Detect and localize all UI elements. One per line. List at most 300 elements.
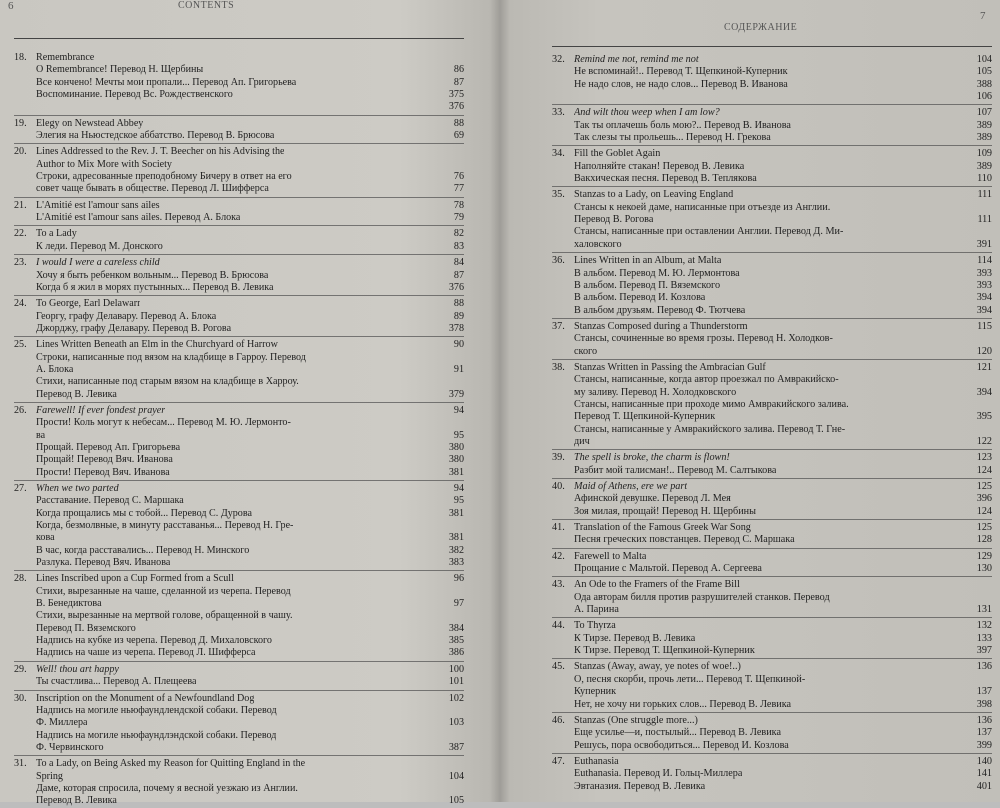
entry-page-number (970, 579, 992, 591)
entry-title: Даме, которая спросила, почему я весной уезжаю из Англии. (36, 782, 298, 794)
entry-title: Stanzas (Away, away, ye notes of woe!..) (574, 661, 741, 673)
entry-line (36, 64, 464, 76)
entry-title: Перевод П. Вяземского (36, 622, 136, 634)
entry-separator (14, 570, 464, 571)
entry-title: В альбом друзьям. Перевод Ф. Тютчева (574, 304, 746, 316)
entry-line (574, 333, 992, 345)
entry-title: Стансы, написанные, когда автор проезжал по Амвракийско- (574, 374, 839, 386)
entry-title: Расставание. Перевод С. Маршака (36, 495, 184, 507)
entry-separator (552, 359, 992, 360)
entry-line (36, 352, 464, 364)
entry-title: Надпись на чаше из черепа. Перевод Л. Шифферса (36, 647, 256, 659)
entry-title: Lines Inscribed upon a Cup Formed from a Scull (36, 573, 234, 585)
entry-page-number: 378 (448, 322, 464, 334)
entry-page-number (970, 424, 992, 436)
entry-line (574, 481, 992, 493)
entry-title: Куперник (574, 686, 617, 698)
entry-line (36, 771, 464, 783)
entry-page-number: 397 (976, 645, 992, 657)
entry-page-number: 394 (976, 292, 992, 304)
entry-line (574, 436, 992, 448)
entry-number: 42. (552, 550, 565, 562)
entry-page-number: 91 (453, 363, 464, 375)
entry-line (36, 159, 464, 171)
entry-page-number: 111 (977, 214, 992, 226)
entry-title: Так ты оплачешь боль мою?.. Перевод В. Иванова (574, 119, 791, 131)
entry-page-number: 379 (448, 388, 464, 400)
entry-page-number (442, 610, 464, 622)
entry-page-number: 398 (976, 698, 992, 710)
entry-title: Перевод В. Левика (36, 388, 117, 400)
entry-line (574, 161, 992, 173)
contents-entry (14, 758, 464, 807)
entry-line (574, 604, 992, 616)
entry-page-number: 114 (977, 255, 992, 267)
left-running-head: CONTENTS (178, 0, 235, 11)
contents-entry (14, 573, 464, 659)
entry-line (574, 563, 992, 575)
entry-page-number: 78 (453, 199, 464, 211)
entry-separator (552, 449, 992, 450)
entry-title: Spring (36, 770, 63, 782)
entry-title: Надпись на могиле ньюфаундлэндской собаки. Перевод (36, 729, 277, 741)
entry-page-number: 110 (977, 173, 992, 185)
entry-page-number: 102 (448, 692, 464, 704)
entry-separator (552, 318, 992, 319)
entry-title: Ф. Червинского (36, 741, 104, 753)
contents-entry (14, 483, 464, 569)
entry-page-number: 79 (453, 212, 464, 224)
entry-line (36, 586, 464, 598)
entry-line (36, 705, 464, 717)
entry-line (574, 399, 992, 411)
entry-page-number (442, 783, 464, 795)
contents-entry (14, 146, 464, 195)
entry-title: Так слезы ты прольешь... Перевод Н. Грекова (574, 132, 771, 144)
entry-page-number: 137 (976, 727, 992, 739)
entry-line (36, 228, 464, 240)
entry-line (574, 132, 992, 144)
entry-line (36, 200, 464, 212)
entry-line (36, 647, 464, 659)
entry-line (36, 520, 464, 532)
entry-number: 38. (552, 361, 565, 373)
entry-title: Стансы, написанные у Амвракийского залива. Перевод Т. Гне- (574, 423, 846, 435)
entry-number: 44. (552, 620, 565, 632)
entry-line (574, 579, 992, 591)
entry-title: Author to Mix More with Society (36, 158, 172, 170)
entry-page-number: 103 (448, 717, 464, 729)
entry-title: The spell is broke, the charm is flown! (574, 452, 730, 464)
contents-entry (552, 620, 992, 657)
entry-separator (14, 661, 464, 662)
entry-page-number: 376 (448, 281, 464, 293)
contents-entry (552, 54, 992, 103)
entry-line (574, 239, 992, 251)
entry-line (574, 699, 992, 711)
entry-page-number: 83 (453, 240, 464, 252)
entry-line (574, 292, 992, 304)
entry-title: Прощай. Перевод Ап. Григорьева (36, 441, 181, 453)
entry-line (36, 730, 464, 742)
left-page-number: 6 (8, 0, 14, 12)
entry-line (574, 173, 992, 185)
entry-page-number: 394 (976, 386, 992, 398)
entry-title: To Thyrza (574, 620, 616, 632)
entry-title: В альбом. Перевод И. Козлова (574, 292, 706, 304)
entry-number: 26. (14, 404, 27, 416)
entry-separator (14, 336, 464, 337)
entry-line (574, 79, 992, 91)
entry-title: Афинской девушке. Перевод Л. Мея (574, 493, 731, 505)
entry-page-number (970, 333, 992, 345)
entry-line (36, 495, 464, 507)
entry-line (36, 212, 464, 224)
entry-line (574, 506, 992, 518)
entry-page-number: 90 (453, 339, 464, 351)
entry-page-number (442, 705, 464, 717)
entry-title: Разлука. Перевод Вяч. Иванова (36, 557, 171, 569)
entry-page-number: 95 (453, 495, 464, 507)
entry-number: 19. (14, 117, 27, 129)
contents-entry (552, 551, 992, 576)
entry-title: Строки, адресованные преподобному Бичеру в ответ на его (36, 171, 292, 183)
entry-line (36, 664, 464, 676)
entry-number: 22. (14, 228, 27, 240)
entry-number: 47. (552, 755, 565, 767)
entry-page-number: 111 (977, 189, 992, 201)
entry-separator (552, 617, 992, 618)
contents-entry (14, 298, 464, 335)
contents-entry (552, 148, 992, 185)
entry-separator (552, 519, 992, 520)
entry-line (574, 781, 992, 793)
entry-page-number (970, 592, 992, 604)
entry-line (36, 339, 464, 351)
right-page (502, 0, 1000, 802)
entry-title: Stanzas (One struggle more...) (574, 714, 698, 726)
entry-page-number: 389 (976, 119, 992, 131)
entry-title: Песня греческих повстанцев. Перевод С. Маршака (574, 534, 795, 546)
entry-separator (552, 712, 992, 713)
entry-line (574, 661, 992, 673)
entry-page-number: 82 (453, 228, 464, 240)
entry-title: Не надо слов, не надо слов... Перевод В. Иванова (574, 78, 788, 90)
entry-line (574, 727, 992, 739)
entry-number: 34. (552, 148, 565, 160)
entry-title: Translation of the Famous Greek War Song (574, 522, 751, 534)
entry-separator (552, 753, 992, 754)
entry-title: Наполняйте стакан! Перевод В. Левика (574, 160, 745, 172)
entry-line (36, 89, 464, 101)
entry-page-number: 383 (448, 557, 464, 569)
entry-number: 40. (552, 481, 565, 492)
entry-page-number: 376 (448, 101, 464, 113)
entry-page-number: 94 (453, 483, 464, 494)
entry-line (574, 493, 992, 505)
entry-page-number (442, 586, 464, 598)
contents-entry (552, 452, 992, 477)
contents-entry (14, 228, 464, 253)
entry-title: Euthanasia. Перевод И. Гольц-Миллера (574, 768, 743, 780)
entry-line (574, 620, 992, 632)
entry-page-number: 131 (976, 604, 992, 616)
entry-page-number (442, 730, 464, 742)
entry-page-number: 384 (448, 622, 464, 634)
entry-number: 36. (552, 255, 565, 267)
entry-line (574, 522, 992, 534)
entry-title: To a Lady (36, 228, 77, 240)
entry-title: О, песня скорби, прочь лети... Перевод Т. Щепкиной- (574, 673, 806, 685)
entry-title: Хочу я быть ребенком вольным... Перевод В. Брюсова (36, 269, 269, 281)
entry-page-number: 94 (453, 404, 464, 416)
entry-line (574, 756, 992, 768)
entry-line (574, 255, 992, 267)
contents-entry (552, 522, 992, 547)
entry-title: Перевод Т. Щепкиной-Куперник (574, 411, 716, 423)
entry-number: 25. (14, 339, 27, 351)
entry-page-number: 389 (976, 132, 992, 144)
entry-title: Не вспоминай!.. Перевод Т. Щепкиной-Куперник (574, 66, 788, 78)
entry-line (36, 758, 464, 770)
entry-title: Farewell! If ever fondest prayer (36, 404, 166, 416)
entry-line (36, 610, 464, 622)
entry-line (574, 411, 992, 423)
contents-entry (552, 715, 992, 752)
entry-page-number: 84 (453, 257, 464, 269)
entry-page-number (442, 159, 464, 171)
entry-page-number: 386 (448, 647, 464, 659)
right-page-number: 7 (980, 10, 986, 22)
entry-page-number: 123 (976, 452, 992, 464)
entry-number: 31. (14, 758, 27, 770)
entry-line (574, 214, 992, 226)
entry-line (36, 323, 464, 335)
entry-line (36, 257, 464, 269)
entry-title: Зоя милая, прощай! Перевод Н. Щербины (574, 505, 756, 517)
entry-separator (14, 402, 464, 403)
entry-page-number: 393 (976, 267, 992, 279)
entry-page-number: 104 (448, 770, 464, 782)
entry-line (574, 592, 992, 604)
entry-page-number: 100 (448, 663, 464, 675)
entry-line (574, 91, 992, 103)
contents-entry (14, 693, 464, 755)
entry-title: Джорджу, графу Делавару. Перевод В. Рогова (36, 322, 232, 334)
entry-page-number: 380 (448, 454, 464, 466)
entry-line (36, 442, 464, 454)
entry-line (574, 120, 992, 132)
entry-page-number (442, 417, 464, 429)
entry-title: Euthanasia (574, 755, 619, 767)
entry-page-number: 129 (976, 550, 992, 562)
entry-page-number: 389 (976, 160, 992, 172)
entry-line (574, 362, 992, 374)
entry-page-number: 86 (453, 64, 464, 76)
entry-line (574, 387, 992, 399)
entry-line (36, 795, 464, 807)
entry-page-number: 130 (976, 563, 992, 575)
entry-page-number: 375 (448, 89, 464, 101)
entry-page-number: 393 (976, 279, 992, 291)
entry-page-number: 106 (976, 91, 992, 103)
entry-page-number (442, 376, 464, 388)
contents-entry (14, 339, 464, 401)
entry-line (574, 321, 992, 333)
contents-entry (552, 661, 992, 710)
entry-title: I would I were a careless child (36, 257, 160, 269)
left-page (0, 0, 498, 807)
entry-title: В альбом. Перевод М. Ю. Лермонтова (574, 267, 740, 279)
entry-separator (552, 658, 992, 659)
contents-entry (552, 107, 992, 144)
entry-title: Стансы к некоей даме, написанные при отъезде из Англии. (574, 201, 831, 213)
contents-entry (14, 52, 464, 114)
contents-entry (552, 321, 992, 358)
entry-number: 18. (14, 52, 27, 63)
entry-number: 41. (552, 522, 565, 534)
entry-line (574, 424, 992, 436)
entry-page-number: 395 (976, 411, 992, 423)
entry-separator (14, 690, 464, 691)
entry-title: Надпись на могиле ньюфаундлендской собаки. Перевод (36, 704, 277, 716)
entry-page-number: 96 (453, 573, 464, 585)
entry-title: To George, Earl Delawarr (36, 298, 141, 310)
entry-page-number (442, 520, 464, 532)
entry-title: Lines Written in an Album, at Malta (574, 255, 722, 267)
entry-title: Ода авторам билля против разрушителей станков. Перевод (574, 591, 830, 603)
entry-line (36, 467, 464, 479)
entry-line (36, 77, 464, 89)
entry-number: 24. (14, 298, 27, 310)
entry-line (574, 189, 992, 201)
entry-line (36, 101, 464, 113)
contents-entry (552, 362, 992, 448)
entry-title: Well! thou art happy (36, 663, 119, 675)
entry-title: В альбом. Перевод П. Вяземского (574, 279, 721, 291)
contents-entry (552, 255, 992, 317)
entry-title: When we two parted (36, 483, 119, 494)
entry-title: Перевод В. Левика (36, 795, 117, 807)
entry-line (36, 405, 464, 417)
entry-page-number (442, 146, 464, 158)
entry-line (36, 417, 464, 429)
entry-title: Когда прощались мы с тобой... Перевод С. Дурова (36, 507, 252, 519)
entry-separator (14, 254, 464, 255)
entry-title: халовского (574, 238, 622, 250)
entry-page-number: 401 (976, 780, 992, 792)
entry-line (36, 311, 464, 323)
entry-title: Стихи, вырезанные на мертвой голове, обращенной в чашу. (36, 610, 293, 622)
entry-title: And wilt thou weep when I am low? (574, 107, 720, 119)
right-contents-column (552, 54, 992, 793)
entry-title: Прощание с Мальтой. Перевод А. Сергеева (574, 563, 762, 575)
entry-page-number: 104 (976, 54, 992, 65)
contents-entry (552, 756, 992, 793)
entry-separator (552, 548, 992, 549)
entry-line (36, 635, 464, 647)
entry-title: Решусь, пора освободиться... Перевод И. Козлова (574, 739, 789, 751)
entry-title: ского (574, 345, 598, 357)
entry-separator (14, 755, 464, 756)
entry-number: 29. (14, 663, 27, 675)
entry-title: К Тирзе. Перевод Т. Щепкиной-Куперник (574, 645, 755, 657)
entry-title: Воспоминание. Перевод Вс. Рождественского (36, 89, 233, 101)
entry-line (574, 280, 992, 292)
entry-title: Stanzas Composed during a Thunderstorm (574, 320, 748, 332)
entry-line (574, 305, 992, 317)
entry-line (574, 465, 992, 477)
entry-title: An Ode to the Framers of the Frame Bill (574, 579, 740, 591)
entry-line (36, 376, 464, 388)
entry-line (36, 282, 464, 294)
entry-number: 33. (552, 107, 565, 119)
entry-line (36, 532, 464, 544)
entry-page-number: 97 (453, 598, 464, 610)
entry-title: Fill the Goblet Again (574, 148, 661, 160)
left-top-rule (14, 38, 464, 39)
entry-title: Эвтаназия. Перевод В. Левика (574, 780, 706, 792)
entry-line (36, 183, 464, 195)
entry-line (574, 54, 992, 66)
entry-title: Нет, не хочу ни горьких слов... Перевод В. Левика (574, 698, 792, 710)
entry-line (36, 557, 464, 569)
entry-page-number: 140 (976, 755, 992, 767)
entry-line (574, 534, 992, 546)
entry-title: Elegy on Newstead Abbey (36, 117, 144, 129)
entry-title: Stanzas Written in Passing the Ambracian Gulf (574, 361, 766, 373)
entry-page-number: 121 (976, 361, 992, 373)
entry-page-number: 394 (976, 304, 992, 316)
entry-title: Когда б я жил в морях пустынных... Перевод В. Левика (36, 281, 274, 293)
entry-number: 23. (14, 257, 27, 269)
entry-page-number: 125 (976, 481, 992, 492)
entry-page-number: 388 (976, 78, 992, 90)
entry-page-number: 95 (453, 429, 464, 441)
entry-line (574, 346, 992, 358)
entry-page-number: 385 (448, 635, 464, 647)
entry-number: 35. (552, 189, 565, 201)
entry-line (36, 508, 464, 520)
entry-title: Элегия на Ньюстедское аббатство. Перевод В. Брюсова (36, 130, 275, 142)
entry-title: Lines Written Beneath an Elm in the Churchyard of Harrow (36, 339, 278, 351)
entry-title: L'Amitié est l'amour sans ailes. Перевод А. Блока (36, 212, 241, 224)
entry-title: Maid of Athens, ere we part (574, 481, 688, 492)
right-top-rule (552, 46, 992, 47)
entry-page-number: 133 (976, 632, 992, 644)
entry-number: 37. (552, 320, 565, 332)
entry-page-number: 125 (976, 522, 992, 534)
entry-line (574, 268, 992, 280)
entry-title: А. Парина (574, 604, 619, 616)
entry-title: совет чаще бывать в обществе. Перевод Л. Шифферса (36, 183, 269, 195)
entry-line (574, 374, 992, 386)
entry-title: Ф. Миллера (36, 717, 88, 729)
entry-title: Remembrance (36, 52, 95, 63)
entry-page-number: 109 (976, 148, 992, 160)
entry-title: Еще усилье—и, постылый... Перевод В. Левика (574, 727, 781, 739)
entry-page-number: 77 (453, 183, 464, 195)
entry-line (36, 52, 464, 64)
entry-title: дич (574, 435, 590, 447)
entry-separator (552, 145, 992, 146)
entry-number: 39. (552, 452, 565, 464)
entry-separator (14, 143, 464, 144)
entry-line (36, 623, 464, 635)
entry-title: O Remembrance! Перевод Н. Щербины (36, 64, 204, 76)
entry-page-number (970, 674, 992, 686)
entry-line (574, 66, 992, 78)
